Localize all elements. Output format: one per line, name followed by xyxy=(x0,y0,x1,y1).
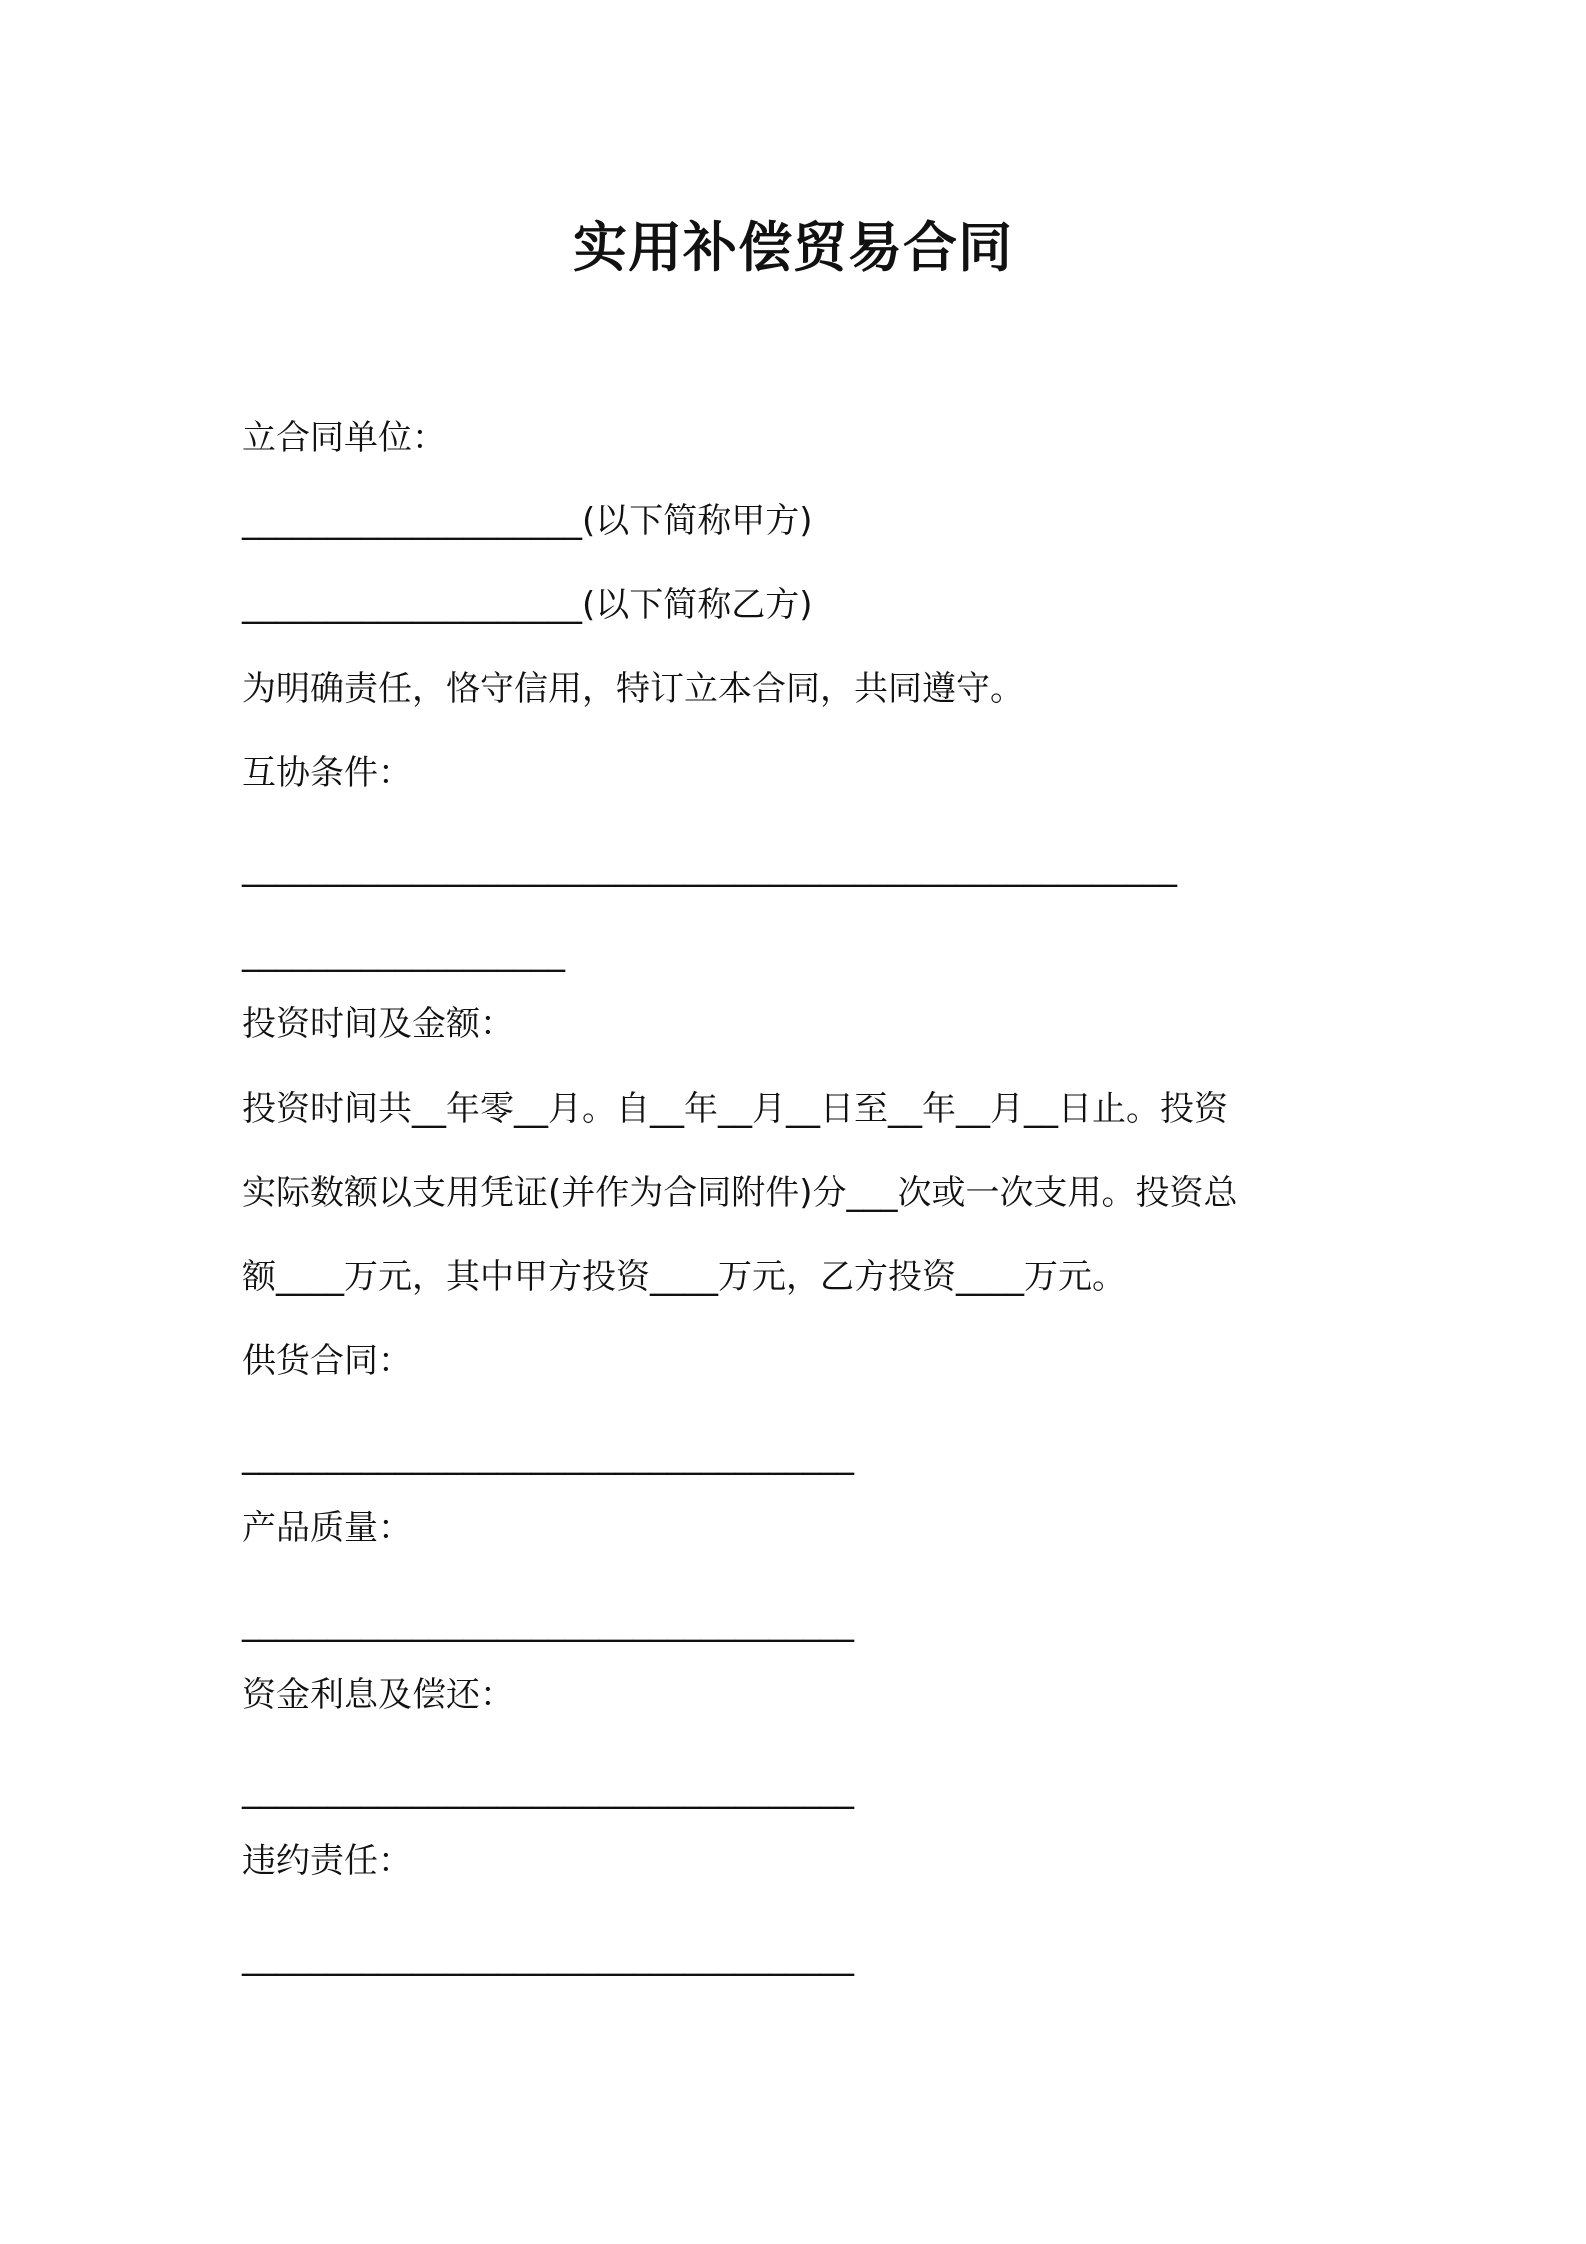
product-quality-label: 产品质量： xyxy=(242,1508,412,1548)
breach-liability-label: 违约责任： xyxy=(242,1841,412,1881)
investment-label: 投资时间及金额： xyxy=(242,1004,514,1044)
product-quality-blank: ____________________________________ xyxy=(242,1603,854,1643)
cooperation-terms-label: 互协条件： xyxy=(242,753,412,793)
cooperation-terms-blank-1: _______________________________________________________ xyxy=(242,848,1177,888)
supply-contract-blank: ____________________________________ xyxy=(242,1436,854,1476)
investment-text-1: 投资时间共__年零__月。自__年__月__日至__年__月__日止。投资 xyxy=(242,1089,1228,1129)
contracting-parties-label: 立合同单位： xyxy=(242,418,446,458)
supply-contract-label: 供货合同： xyxy=(242,1341,412,1381)
breach-liability-blank: ____________________________________ xyxy=(242,1937,854,1977)
party-a-line: ____________________(以下简称甲方) xyxy=(242,501,813,541)
document-title: 实用补偿贸易合同 xyxy=(573,216,1013,279)
interest-repayment-blank: ____________________________________ xyxy=(242,1770,854,1810)
interest-repayment-label: 资金利息及偿还： xyxy=(242,1675,514,1715)
investment-text-3: 额____万元，其中甲方投资____万元，乙方投资____万元。 xyxy=(242,1257,1126,1297)
investment-text-2: 实际数额以支用凭证(并作为合同附件)分___次或一次支用。投资总 xyxy=(242,1173,1238,1213)
cooperation-terms-blank-2: ___________________ xyxy=(242,933,565,973)
party-b-line: ____________________(以下简称乙方) xyxy=(242,585,813,625)
preamble-text: 为明确责任，恪守信用，特订立本合同，共同遵守。 xyxy=(242,669,1024,709)
